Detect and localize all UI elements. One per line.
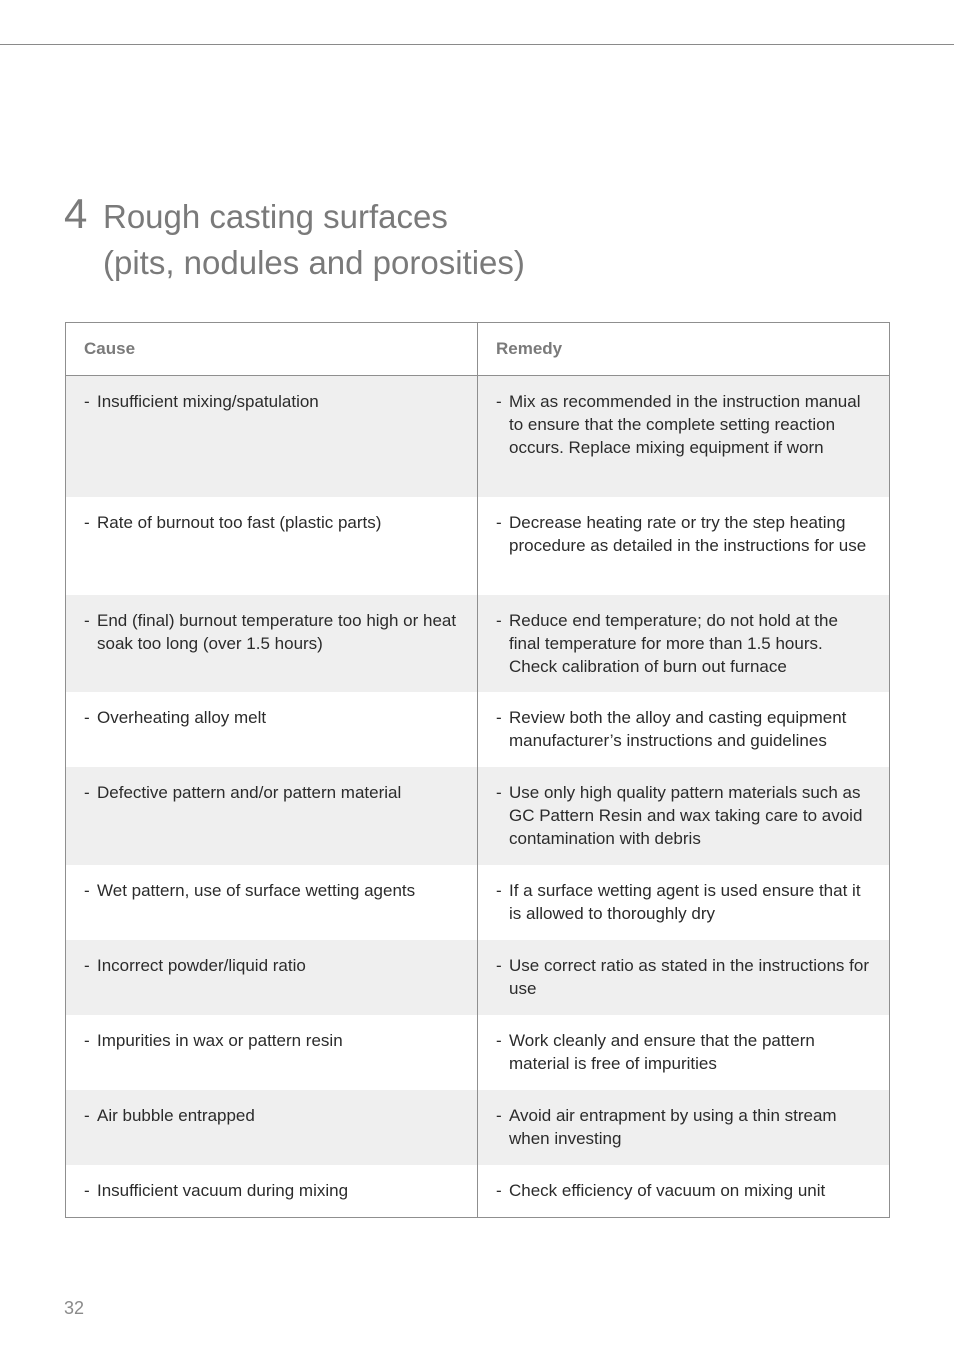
remedy-text: Mix as recommended in the instruction manual to ensure that the complete setting reaction occurs. Replace mixing equipment if worn: [509, 392, 861, 457]
remedy-text: Decrease heating rate or try the step heating procedure as detailed in the instructions for use: [509, 513, 867, 555]
table-row: [66, 940, 889, 1015]
cause-cell: [66, 1090, 478, 1165]
cause-cell: [66, 1015, 478, 1090]
remedy-cell: [478, 1165, 889, 1217]
remedy-text: Check efficiency of vacuum on mixing unit: [509, 1181, 826, 1200]
remedy-text: Avoid air entrapment by using a thin stream when investing: [509, 1106, 837, 1148]
remedy-cell: [478, 376, 889, 497]
cause-cell: [66, 595, 478, 692]
table-row: [66, 497, 889, 595]
section-title: Rough casting surfaces (pits, nodules and porosities): [103, 198, 525, 281]
cause-column-header: Cause: [66, 323, 478, 375]
cause-cell: [66, 692, 478, 767]
cause-text: Defective pattern and/or pattern material: [97, 783, 402, 802]
cause-text: End (final) burnout temperature too high or heat soak too long (over 1.5 hours): [97, 611, 457, 653]
bullet-dash: -: [84, 513, 90, 532]
cause-cell: [66, 497, 478, 595]
cause-text: Insufficient mixing/spatulation: [97, 392, 319, 411]
table-row: [66, 767, 889, 865]
bullet-dash: -: [84, 956, 90, 975]
remedy-text: If a surface wetting agent is used ensure that it is allowed to thoroughly dry: [509, 881, 861, 923]
section-number: 4: [64, 190, 88, 237]
bullet-dash: -: [84, 392, 90, 411]
cause-cell: [66, 940, 478, 1015]
page-number: 32: [64, 1298, 85, 1318]
remedy-text: Reduce end temperature; do not hold at the final temperature for more than 1.5 hours. Check calibration of burn out furnace: [509, 611, 838, 676]
table-row: [66, 1015, 889, 1090]
remedy-cell: [478, 1090, 889, 1165]
bullet-dash: -: [496, 783, 502, 802]
bullet-dash: -: [84, 1106, 90, 1125]
table-row: [66, 692, 889, 767]
table-row: [66, 1165, 889, 1217]
table-row: [66, 595, 889, 692]
remedy-column-header: Remedy: [496, 339, 563, 358]
table-row: [66, 1090, 889, 1165]
remedy-text: Review both the alloy and casting equipment manufacturer’s instructions and guidelines: [509, 708, 847, 750]
cause-text: Incorrect powder/liquid ratio: [97, 956, 306, 975]
bullet-dash: -: [84, 708, 90, 727]
bullet-dash: -: [496, 1181, 502, 1200]
bullet-dash: -: [84, 783, 90, 802]
bullet-dash: -: [496, 513, 502, 532]
bullet-dash: -: [84, 611, 90, 630]
remedy-cell: [478, 767, 889, 865]
bullet-dash: -: [496, 1031, 502, 1050]
bullet-dash: -: [496, 392, 502, 411]
remedy-cell: [478, 865, 889, 940]
remedy-text: Use only high quality pattern materials such as GC Pattern Resin and wax taking care to avoid contamination with debris: [509, 783, 863, 848]
bullet-dash: -: [496, 611, 502, 630]
bullet-dash: -: [84, 881, 90, 900]
remedy-text: Work cleanly and ensure that the pattern material is free of impurities: [509, 1031, 815, 1073]
remedy-cell: [478, 940, 889, 1015]
remedy-cell: [478, 595, 889, 692]
remedy-cell: [478, 692, 889, 767]
cause-cell: [66, 376, 478, 497]
cause-text: Rate of burnout too fast (plastic parts): [97, 513, 382, 532]
cause-text: Air bubble entrapped: [97, 1106, 255, 1125]
bullet-dash: -: [84, 1031, 90, 1050]
remedy-text: Use correct ratio as stated in the instructions for use: [509, 956, 869, 998]
cause-text: Wet pattern, use of surface wetting agents: [97, 881, 416, 900]
cause-text: Insufficient vacuum during mixing: [97, 1181, 349, 1200]
table-row: [66, 376, 889, 497]
cause-cell: [66, 865, 478, 940]
cause-text: Impurities in wax or pattern resin: [97, 1031, 343, 1050]
bullet-dash: -: [496, 1106, 502, 1125]
bullet-dash: -: [496, 881, 502, 900]
table-header: [66, 323, 889, 376]
cause-cell: [66, 1165, 478, 1217]
cause-remedy-table: [65, 322, 890, 1218]
bullet-dash: -: [496, 956, 502, 975]
bullet-dash: -: [496, 708, 502, 727]
bullet-dash: -: [84, 1181, 90, 1200]
table-row: [66, 865, 889, 940]
remedy-cell: [478, 1015, 889, 1090]
cause-text: Overheating alloy melt: [97, 708, 267, 727]
remedy-cell: [478, 497, 889, 595]
cause-cell: [66, 767, 478, 865]
header-rule: [0, 44, 954, 45]
